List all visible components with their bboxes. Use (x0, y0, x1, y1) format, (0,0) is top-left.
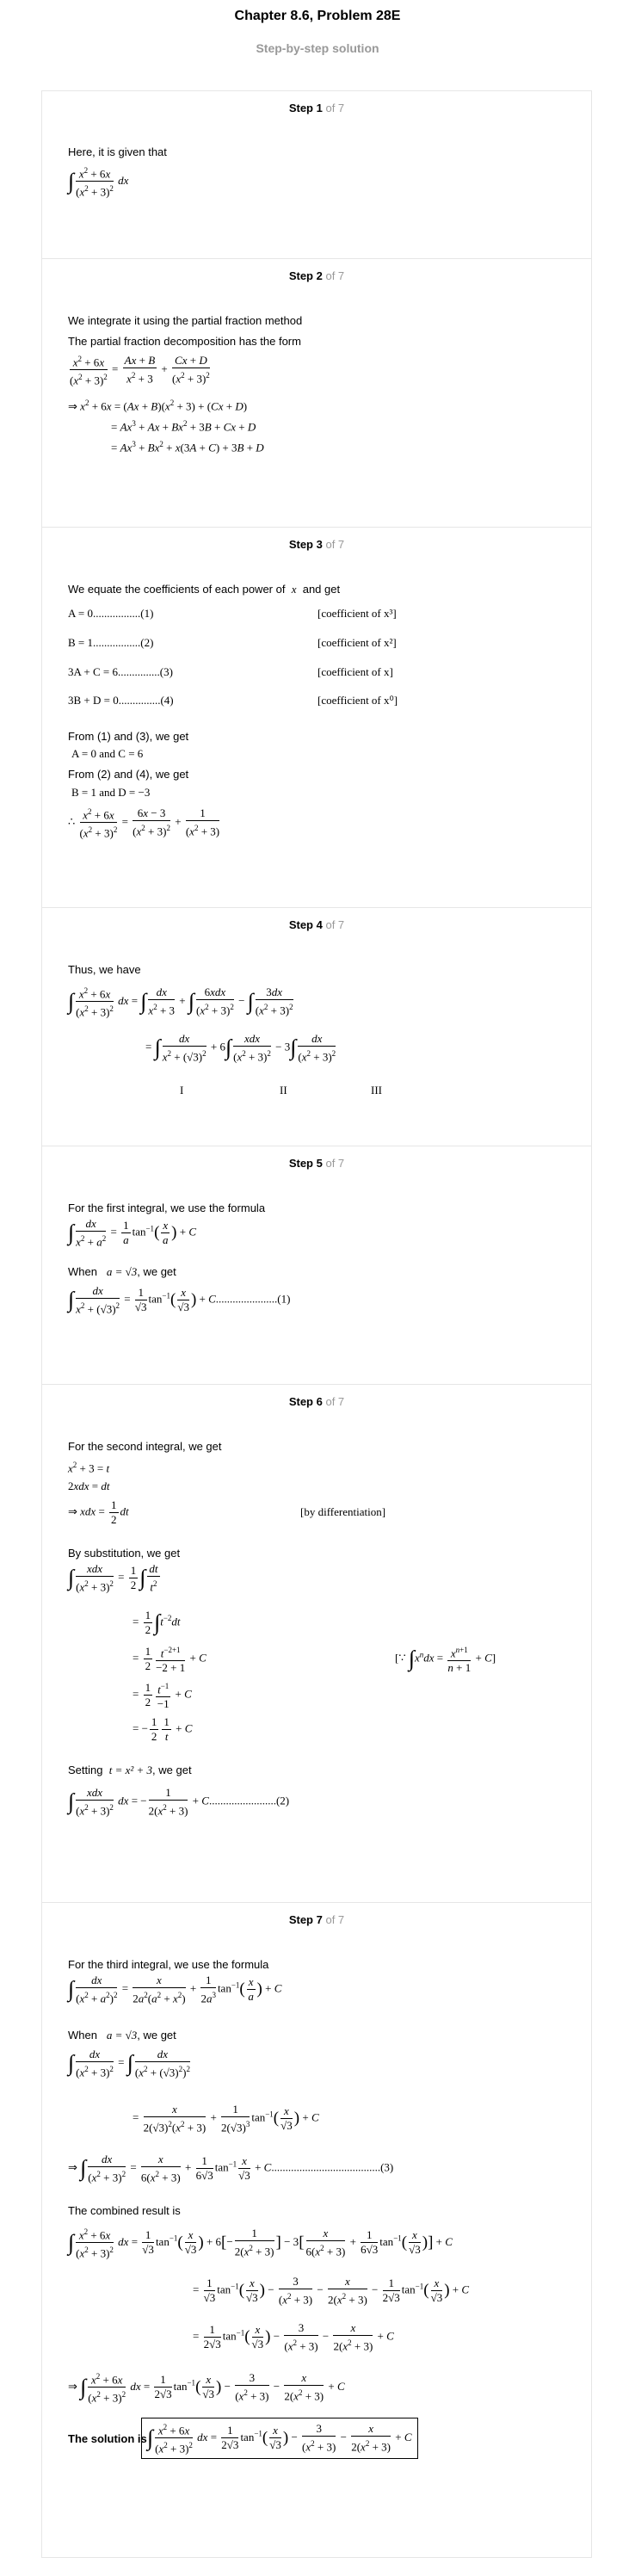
step-1-panel (41, 90, 592, 259)
step-heading: Step 2 of 7 (288, 269, 345, 282)
step-heading: Step 6 of 7 (288, 1395, 345, 1408)
equation: ∫ $\frac{x^2 + 6x}{(x^2 + 3)^2}$ dx = $\frac{1}{√3}$ $\tan^{-1}$( $\frac{x}{√3}$ ) + 6[− $\frac{1}{2(x^2 + 3)}$ ] − 3[ $\frac{x}{6(x^2 + 3)}$ + $\frac{1}{6√3}$ $\tan^{-1}$( $\frac{x}{√3}$ )] + C (68, 2225, 453, 2261)
step-text: Thus, we have (68, 963, 141, 976)
equation: = $\frac{1}{2}$ $\frac{t^{-2+1}}{-2 + 1}$ + C (133, 1643, 207, 1675)
step-text: When a = √3, we get (68, 1265, 176, 1278)
step-text: By substitution, we get (68, 1547, 181, 1560)
step-heading: Step 3 of 7 (288, 538, 345, 551)
equation: $\frac{x^2 + 6x}{(x^2 + 3)^2}$ = $\frac{Ax + B}{x^2 + 3}$ + $\frac{Cx + D}{(x^2 + 3)^2}$ (68, 352, 212, 388)
power-rule-note: [∵ $\int x^ndx$ = $\frac{x^{n+1}}{n + 1}$ + C] (395, 1643, 496, 1675)
equation: = $Ax^3 + Bx^2 + x(3A + C) + 3B + D$ (111, 440, 264, 454)
coefficient-note: [coefficient of x] (318, 665, 393, 678)
equation: ⇒ ∫ $\frac{x^2 + 6x}{(x^2 + 3)^2}$ dx = $\frac{1}{2√3}$ $\tan^{-1}$( $\frac{x}{√3}$ ) − $\frac{3}{(x^2 + 3)}$ − $\frac{x}{2(x^2 + 3)}$ + C (68, 2369, 345, 2406)
equation: $x^2 + 3 = t$ (68, 1461, 110, 1475)
step-text: For the first integral, we use the formula (68, 1202, 266, 1214)
roman-label: II (280, 1084, 287, 1096)
equation: = $\frac{1}{2}$ $\frac{t^{-1}}{-1}$ + C (133, 1679, 192, 1711)
coefficient-note: [coefficient of x⁰] (318, 694, 398, 707)
step-text: Here, it is given that (68, 145, 167, 158)
step-text: The partial fraction decomposition has the form (68, 335, 301, 348)
step-text: From (1) and (3), we get (68, 730, 189, 743)
equation: = − $\frac{1}{2}$ $\frac{1}{t}$ + C (133, 1715, 193, 1743)
equation: A = 0 and C = 6 (71, 747, 144, 760)
step-text: For the third integral, we use the formula (68, 1958, 269, 1971)
step-3-panel (41, 527, 592, 908)
step-heading: Step 1 of 7 (288, 102, 345, 114)
roman-label: III (371, 1084, 382, 1096)
equation: 2xdx = dt (68, 1480, 110, 1492)
equation: = $\frac{1}{2}$ $\int t^{-2}dt$ (133, 1609, 181, 1636)
equation: ∫ xdx $(x^2 + 3)^2$ dx = − $\frac{1}{2(x^2 + 3)}$ + C........................(2) (68, 1786, 290, 1818)
roman-label: I (180, 1084, 184, 1096)
step-heading: Step 7 of 7 (288, 1913, 345, 1926)
equation: A = 0.................(1) (68, 607, 154, 620)
step-7-panel (41, 1902, 592, 2558)
page-header (0, 0, 635, 69)
equation: = $Ax^3 + Ax + Bx^2 + 3B + Cx + D$ (111, 419, 256, 434)
step-6-panel (41, 1384, 592, 1903)
formula: ∫ $\frac{dx}{x^2 + a^2}$ = $\frac{1}{a}$ $\tan^{-1}$( $\frac{x}{a}$ ) + C (68, 1217, 197, 1249)
final-answer-box: ∫ $\frac{x^2 + 6x}{(x^2 + 3)^2}$ dx = $\frac{1}{2√3}$ $\tan^{-1}$( $\frac{x}{√3}$ ) − $\frac{3}{(x^2 + 3)}$ − $\frac{x}{2(x^2 + 3)}$ + C (141, 2418, 418, 2459)
equation: = $\frac{1}{2√3}$ $\tan^{-1}$( $\frac{x}{√3}$ ) − $\frac{3}{(x^2 + 3)}$ − $\frac{x}{2(x^2 + 3)}$ + C (193, 2321, 394, 2353)
equation: ∫ xdx $(x^2 + 3)^2$ = $\frac{1}{2}$ ∫ $\frac{dt}{t^2}$ (68, 1562, 158, 1594)
equation: B = 1.................(2) (68, 636, 154, 649)
step-4-panel (41, 907, 592, 1146)
equation: = $\frac{x}{2(√3)^2(x^2 + 3)}$ + $\frac{1}{2(√3)^3}$ $\tan^{-1}$( $\frac{x}{√3}$ ) + C (133, 2103, 319, 2134)
step-text: Setting t = x² + 3, we get (68, 1764, 192, 1776)
step-text: We integrate it using the partial fraction method (68, 314, 303, 327)
equation: 3A + C = 6...............(3) (68, 665, 173, 678)
equation: ∫ $\frac{x^2 + 6x}{(x^2 + 3)^2}$ dx = ∫ $\frac{dx}{x^2 + 3}$ + ∫ 6xdx $(x^2 + 3)^2$ − ∫ $\frac{3dx}{(x^2 + 3)^2}$ (68, 984, 295, 1020)
equation: ⇒ xdx = $\frac{1}{2}$ dt (68, 1498, 129, 1526)
page-subtitle: Step-by-step solution (256, 41, 379, 55)
page-title: Chapter 8.6, Problem 28E (234, 9, 401, 23)
coefficient-note: [coefficient of x³] (318, 607, 397, 620)
solution-label: The solution is (68, 2432, 147, 2445)
step-2-panel (41, 258, 592, 528)
equation: ∫ $\frac{dx}{x^2 + (√3)^2}$ = $\frac{1}{√3}$ $\tan^{-1}$( $\frac{x}{√3}$ ) + C......................(1) (68, 1284, 291, 1316)
formula: ∫ $\frac{dx}{(x^2 + a^2)^2}$ = $\frac{x}{2a^2(a^2 + x^2)}$ + $\frac{1}{2a^3}$ $\tan^{-1}$( $\frac{x}{a}$ ) + C (68, 1974, 282, 2005)
equation: ∴ $\frac{x^2 + 6x}{(x^2 + 3)^2}$ = $\frac{6x - 3}{(x^2 + 3)^2}$ + $\frac{1}{(x^2 + 3)}$ (68, 805, 221, 841)
coefficient-note: [coefficient of x²] (318, 636, 397, 649)
equation: = $\frac{1}{√3}$ $\tan^{-1}$( $\frac{x}{√3}$ ) − $\frac{3}{(x^2 + 3)}$ − $\frac{x}{2(x^2 + 3)}$ − $\frac{1}{2√3}$ $\tan^{-1}$( $\frac{x}{√3}$ ) + C (193, 2275, 470, 2307)
equation: 3B + D = 0...............(4) (68, 694, 174, 707)
differentiation-note: [by differentiation] (300, 1505, 386, 1518)
step-text: When a = √3, we get (68, 2029, 176, 2042)
step-text: For the second integral, we get (68, 1440, 222, 1453)
equation: = ∫ $\frac{dx}{x^2 + (√3)^2}$ + 6∫ xdx $(x^2 + 3)^2$ − 3∫ $\frac{dx}{(x^2 + 3)^2}$ (145, 1032, 336, 1064)
equation: ⇒ ∫ $\frac{dx}{(x^2 + 3)^2}$ = $\frac{x}{6(x^2 + 3)}$ + $\frac{1}{6√3}$ $\tan^{-1}$ $\frac{x}{√3}$ + C.......................................(3) (68, 2153, 394, 2184)
step-heading: Step 5 of 7 (288, 1157, 345, 1170)
step-text: We equate the coefficients of each power of x and get (68, 583, 341, 596)
equation: B = 1 and D = −3 (71, 786, 151, 799)
step-heading: Step 4 of 7 (288, 918, 345, 931)
integral-expression: ∫ $\frac{x^2 + 6x}{(x^2 + 3)^2}$ dx (68, 164, 128, 200)
equation: ⇒ $x^2 + 6x = (Ax + B)(x^2 + 3) + (Cx + D)$ (68, 398, 248, 413)
step-text: The combined result is (68, 2204, 181, 2217)
step-5-panel (41, 1146, 592, 1385)
step-text: From (2) and (4), we get (68, 768, 189, 781)
equation: ∫ $\frac{dx}{(x^2 + 3)^2}$ = ∫ $\frac{dx}{(x^2 + (√3)^2)^2}$ (68, 2048, 190, 2079)
